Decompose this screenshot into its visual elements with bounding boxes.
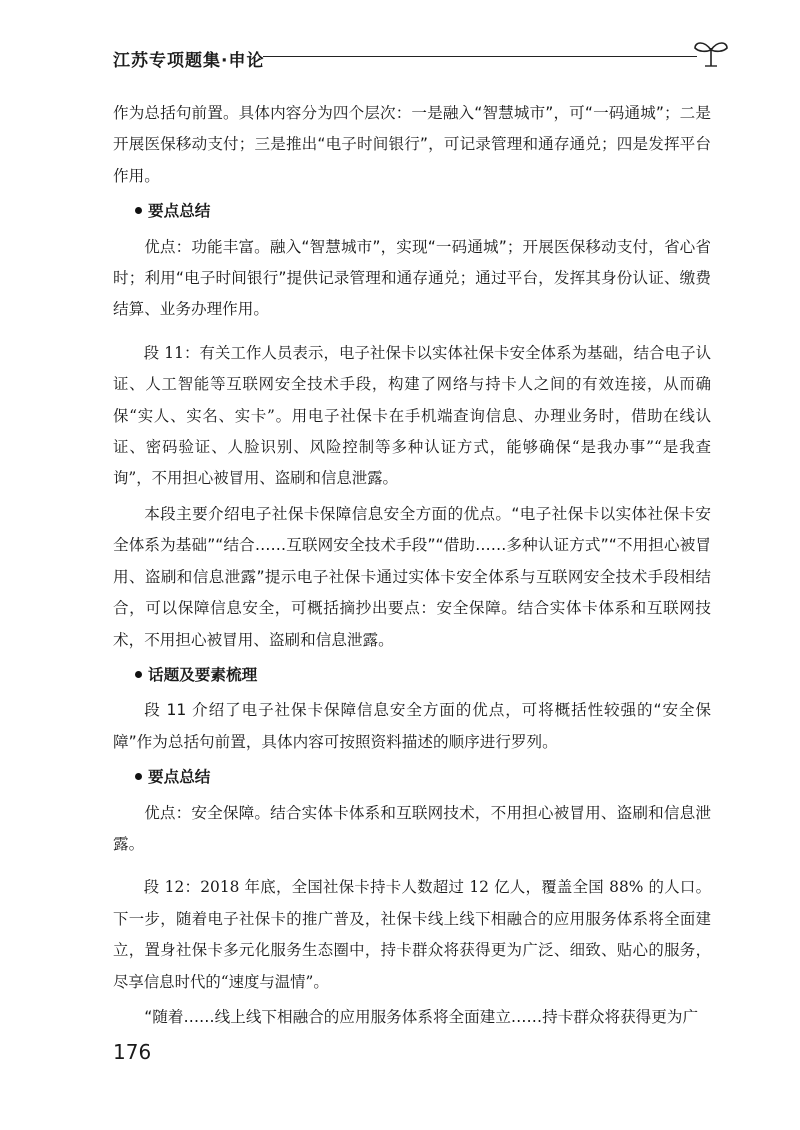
page-number: 176 bbox=[113, 1040, 152, 1064]
page-body bbox=[113, 98, 711, 1033]
book-title: 江苏专项题集·申论 bbox=[113, 51, 265, 71]
paragraph-advantage-security: 优点：安全保障。结合实体卡体系和互联网技术，不用担心被冒用、盗刷和信息泄露。 bbox=[113, 803, 711, 853]
analysis-paragraph-11: 本段主要介绍电子社保卡保障信息安全方面的优点。“电子社保卡以实体社保卡安全体系为基础”“结合……互联网安全技术手段”“借助……多种认证方式”“不用担心被冒用、盗刷和信息泄露”提示电子社保卡通过实体卡安全体系与互联网安全技术手段相结合，可以保障信息安全，可概括摘抄出要点：安全保障。结合实体卡体系和互联网技术，不用担心被冒用、盗刷和信息泄露。 bbox=[113, 504, 711, 649]
bullet-dot-icon bbox=[135, 207, 142, 214]
bullet-heading-summary: 要点总结 bbox=[113, 196, 711, 227]
source-paragraph-12: 段 12：2018 年底，全国社保卡持卡人数超过 12 亿人，覆盖全国 88% 的人口。下一步，随着电子社保卡的推广普及，社保卡线上线下相融合的应用服务体系将全面建立，置身社保卡多元化服务生态圈中，持卡群众将获得更为广泛、细致、贴心的服务，尽享信息时代的“速度与温情”。 bbox=[113, 878, 711, 991]
bullet-heading-summary-2: 要点总结 bbox=[113, 762, 711, 793]
header-rule bbox=[263, 56, 697, 57]
bullet-dot-icon bbox=[135, 773, 142, 780]
paragraph-advantage-functions: 优点：功能丰富。融入“智慧城市”，实现“一码通城”；开展医保移动支付，省心省时；利用“电子时间银行”提供记录管理和通存通兑；通过平台，发挥其身份认证、缴费结算、业务办理作用。 bbox=[113, 237, 711, 319]
paragraph-continued: 作为总括句前置。具体内容分为四个层次：一是融入“智慧城市”，可“一码通城”；二是开展医保移动支付；三是推出“电子时间银行”，可记录管理和通存通兑；四是发挥平台作用。 bbox=[113, 104, 711, 185]
source-paragraph-11: 段 11：有关工作人员表示，电子社保卡以实体社保卡安全体系为基础，结合电子认证、人工智能等互联网安全技术手段，构建了网络与持卡人之间的有效连接，从而确保“实人、实名、实卡”。用电子社保卡在手机端查询信息、办理业务时，借助在线认证、密码验证、人脸识别、风险控制等多种认证方式，能够确保“是我办事”“是我查询”，不用担心被冒用、盗刷和信息泄露。 bbox=[113, 343, 711, 488]
sprout-icon bbox=[691, 36, 731, 70]
analysis-paragraph-12: “随着……线上线下相融合的应用服务体系将全面建立……持卡群众将获得更为广 bbox=[144, 1007, 699, 1026]
bullet-dot-icon bbox=[135, 671, 142, 678]
topic-paragraph-11: 段 11 介绍了电子社保卡保障信息安全方面的优点，可将概括性较强的“安全保障”作为总括句前置，具体内容可按照资料描述的顺序进行罗列。 bbox=[113, 701, 711, 751]
bullet-heading-topics: 话题及要素梳理 bbox=[113, 660, 711, 691]
running-header bbox=[113, 36, 733, 76]
